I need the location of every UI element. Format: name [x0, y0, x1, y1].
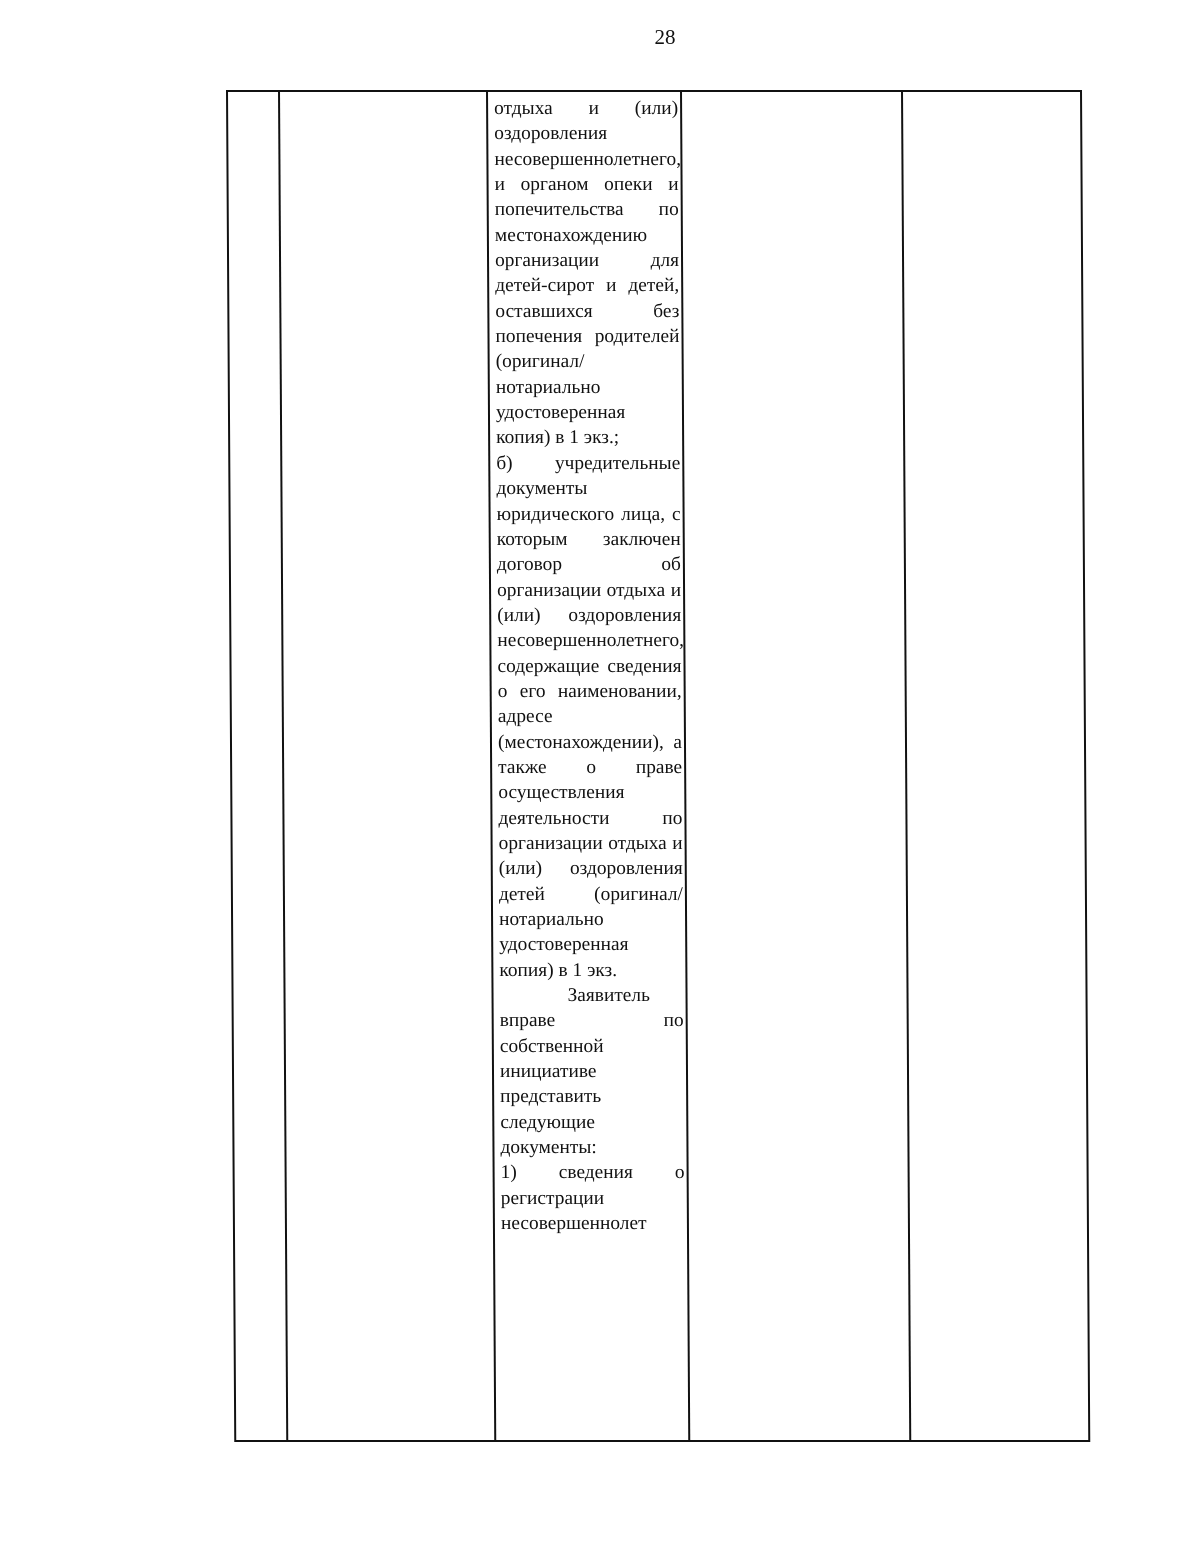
document-paragraph-b: б) учредительные документы юридического лица, с которым заключен договор об организации отдыха и (или) оздоровления несовершеннолетнего, содержащие сведения о его наименовании, адресе (местонахождении), а также о праве осуществления деятельности по организации отдыха и (или) оздоровления детей (оригинал/нотариально удостоверенная копия) в 1 экз.: [496, 452, 685, 981]
table-cell-required-documents: [494, 96, 685, 1236]
optional-document-1: 1) сведения о регистрации несовершеннолет: [500, 1162, 685, 1235]
page-number: 28: [654, 25, 676, 49]
document-paragraph-a-continued: отдыха и (или) оздоровления несовершеннолетнего, и органом опеки и попечительства по местонахождению организации для детей-сирот и детей, оставшихся без попечения родителей (оригинал/нотариально удостоверенная копия) в 1 экз.;: [494, 98, 682, 449]
column-divider-4: [901, 92, 911, 1440]
documents-table: [226, 90, 1090, 1442]
applicant-right-paragraph: Заявитель вправе по собственной инициативе представить следующие документы:: [499, 985, 684, 1159]
column-divider-1: [278, 92, 288, 1440]
